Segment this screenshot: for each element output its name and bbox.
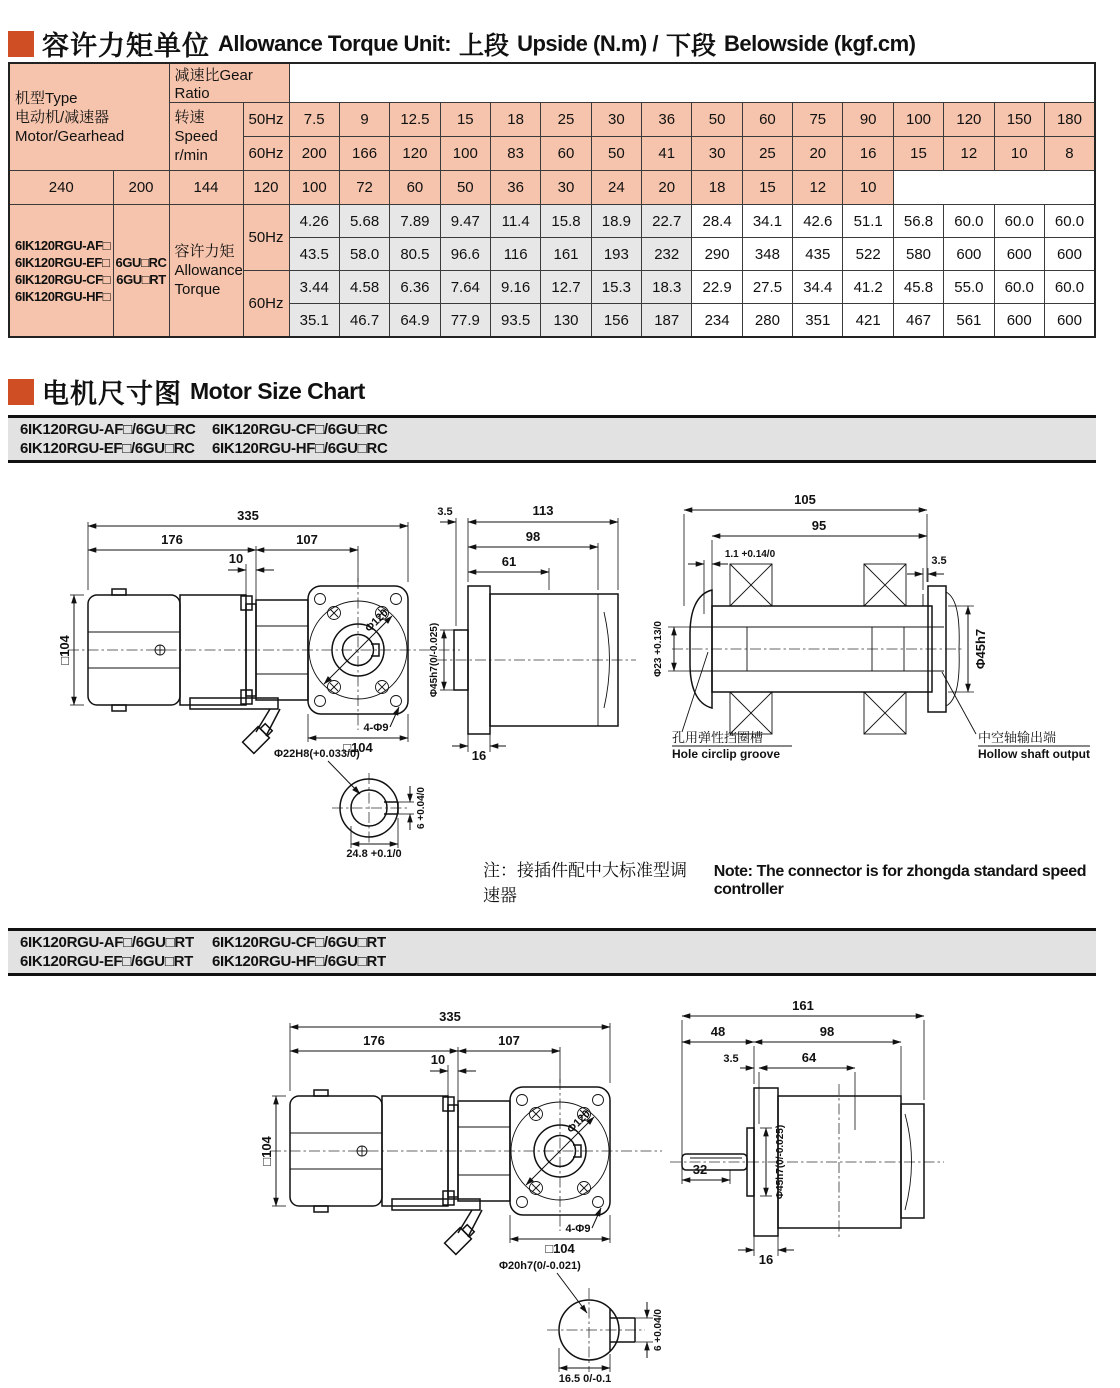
dim-bore-dia: Φ22H8(+0.033/0) xyxy=(274,748,360,760)
table-cell: 9.47 xyxy=(440,205,490,238)
torque-table-wrap xyxy=(8,62,1096,338)
dim-total-length: 335 xyxy=(439,1009,461,1024)
table-cell: 25 xyxy=(541,103,591,137)
table-cell: 83 xyxy=(490,137,540,171)
torque-label-en1: Allowance xyxy=(174,262,243,279)
torque-title-below-zh: 下段 xyxy=(665,31,716,60)
table-cell: 15 xyxy=(742,171,792,205)
table-cell: 421 xyxy=(843,304,893,338)
table-cell: 234 xyxy=(692,304,742,338)
table-cell: 187 xyxy=(642,304,692,338)
table-cell: 166 xyxy=(339,137,389,171)
speed-header-cell xyxy=(169,103,243,171)
torque-label-zh: 容许力矩 xyxy=(174,243,235,260)
size-title-zh: 电机尺寸图 xyxy=(42,379,182,409)
table-cell: 100 xyxy=(893,103,943,137)
dim-shaft-dia: Φ20h7(0/-0.021) xyxy=(499,1260,581,1272)
dim-total: 161 xyxy=(792,998,814,1013)
note-en: Note: The connector is for zhongda standard speed controller xyxy=(713,863,1087,898)
torque-title-zh: 容许力矩单位 xyxy=(42,31,210,61)
table-cell: 240 xyxy=(9,171,113,205)
hollow-output-label-zh: 中空轴输出端 xyxy=(978,730,1057,745)
table-cell: 25 xyxy=(742,137,792,171)
table-cell: 120 xyxy=(390,137,440,171)
dim-key-width: 6 +0.04/0 xyxy=(416,787,427,829)
model-1: 6IK120RGU-AF□ xyxy=(15,237,111,253)
dim-mount-holes: 4-Φ9 xyxy=(363,722,389,734)
dim-body: 98 xyxy=(525,529,541,544)
model-bar-rt xyxy=(8,928,1096,976)
table-cell: 41.2 xyxy=(843,271,893,304)
drawing-hollow-shaft-section xyxy=(642,494,1097,762)
torque-title-en: Allowance Torque Unit: xyxy=(218,30,452,56)
torque-hz50-cell: 50Hz xyxy=(243,205,289,271)
table-cell: 130 xyxy=(541,304,591,338)
model-4: 6IK120RGU-HF□ xyxy=(15,288,111,304)
table-cell: 56.8 xyxy=(893,205,943,238)
model-rc-hf: 6IK120RGU-HF□/6GU□RC xyxy=(212,440,388,457)
table-cell: 15.3 xyxy=(591,271,641,304)
dim-front: 48 xyxy=(710,1024,726,1039)
table-cell: 30 xyxy=(692,137,742,171)
dim-shaft-dia: Φ45h7(0/-0.025) xyxy=(775,1124,786,1200)
model-rc-cf: 6IK120RGU-CF□/6GU□RC xyxy=(212,421,388,438)
dim-front: 61 xyxy=(501,554,517,569)
torque-50-nm-row xyxy=(9,205,1095,238)
table-cell: 18 xyxy=(692,171,742,205)
table-cell: 600 xyxy=(1044,238,1095,271)
model-rc-ef: 6IK120RGU-EF□/6GU□RC xyxy=(20,440,195,457)
table-cell: 3.44 xyxy=(289,271,339,304)
dim-spigot: 10 xyxy=(228,551,244,566)
dim-frame-width: □104 xyxy=(545,1241,575,1256)
gearhead-rt: 6GU□RT xyxy=(116,271,166,287)
table-cell: 60 xyxy=(742,103,792,137)
table-cell: 4.58 xyxy=(339,271,389,304)
drawing-rt-gearhead xyxy=(652,1000,1002,1268)
table-cell: 150 xyxy=(994,103,1044,137)
gear-ratio-header: 减速比Gear Ratio xyxy=(169,63,289,103)
dim-inner: 95 xyxy=(811,518,827,533)
table-cell: 58.0 xyxy=(339,238,389,271)
hollow-output-label-en: Hollow shaft output xyxy=(978,747,1090,761)
type-line3: Motor/Gearhead xyxy=(15,127,125,145)
connector-note xyxy=(483,856,1120,906)
dim-bolt-circle: Φ120 xyxy=(564,1107,593,1136)
table-cell: 28.4 xyxy=(692,205,742,238)
table-cell: 193 xyxy=(591,238,641,271)
size-section-title xyxy=(8,372,365,411)
table-cell: 30 xyxy=(591,103,641,137)
type-line1: 机型Type xyxy=(15,89,78,107)
table-cell: 15 xyxy=(440,103,490,137)
table-cell: 290 xyxy=(692,238,742,271)
dim-total: 105 xyxy=(794,492,816,507)
table-cell: 75 xyxy=(793,103,843,137)
table-cell: 45.8 xyxy=(893,271,943,304)
allowance-torque-cell xyxy=(169,205,243,338)
table-cell: 80.5 xyxy=(390,238,440,271)
drawing-rt-side-view xyxy=(259,1001,662,1256)
torque-label-en2: Torque xyxy=(174,281,221,298)
dim-spigot: 10 xyxy=(430,1052,446,1067)
table-cell: 72 xyxy=(339,171,389,205)
table-cell: 116 xyxy=(490,238,540,271)
dim-body: 98 xyxy=(819,1024,835,1039)
table-cell: 5.68 xyxy=(339,205,389,238)
table-cell: 7.5 xyxy=(289,103,339,137)
speed-60-row xyxy=(9,171,1095,205)
table-cell: 20 xyxy=(642,171,692,205)
table-cell: 7.64 xyxy=(440,271,490,304)
drawing-rc-gearhead xyxy=(429,498,642,764)
table-cell: 11.4 xyxy=(490,205,540,238)
table-cell: 9 xyxy=(339,103,389,137)
speed-label-zh: 转速Speed xyxy=(174,109,218,145)
model-bar-rc xyxy=(8,415,1096,463)
table-cell: 60.0 xyxy=(1044,271,1095,304)
table-cell: 600 xyxy=(944,238,994,271)
model-rc-af: 6IK120RGU-AF□/6GU□RC xyxy=(20,421,196,438)
dim-gearhead-length: 107 xyxy=(498,1033,520,1048)
table-cell: 12.5 xyxy=(390,103,440,137)
dim-groove: 1.1 +0.14/0 xyxy=(724,549,776,560)
table-cell: 60.0 xyxy=(994,271,1044,304)
table-cell: 64.9 xyxy=(390,304,440,338)
table-cell: 60.0 xyxy=(1044,205,1095,238)
table-cell: 120 xyxy=(944,103,994,137)
table-cell: 12 xyxy=(793,171,843,205)
dim-bore-dia: Φ23 +0.13/0 xyxy=(653,621,664,677)
dim-frame-width: □104 xyxy=(343,740,373,755)
table-cell: 144 xyxy=(169,171,243,205)
dim-shaft-dia: Φ45h7(0/-0.025) xyxy=(429,622,440,698)
table-cell: 10 xyxy=(843,171,893,205)
dim-plate: 16 xyxy=(471,748,487,763)
table-cell: 600 xyxy=(1044,304,1095,338)
table-cell: 93.5 xyxy=(490,304,540,338)
table-cell: 200 xyxy=(289,137,339,171)
table-cell: 60 xyxy=(390,171,440,205)
gearhead-rc: 6GU□RC xyxy=(115,254,167,270)
table-cell: 348 xyxy=(742,238,792,271)
table-cell: 522 xyxy=(843,238,893,271)
torque-title-below-en: Belowside (kgf.cm) xyxy=(723,30,916,56)
table-cell: 100 xyxy=(440,137,490,171)
dim-frame-height: □104 xyxy=(259,1136,274,1166)
dim-gearhead-length: 107 xyxy=(296,532,318,547)
dim-frame-height: □104 xyxy=(57,635,72,665)
model-rt-af: 6IK120RGU-AF□/6GU□RT xyxy=(20,934,194,951)
accent-square-icon xyxy=(8,379,34,405)
dim-boss: 3.5 xyxy=(437,506,453,518)
circlip-label-zh: 孔用弹性挡圈槽 xyxy=(672,730,764,745)
table-cell: 9.16 xyxy=(490,271,540,304)
dim-shaft-len: 32 xyxy=(692,1162,708,1177)
table-cell: 46.7 xyxy=(339,304,389,338)
table-cell: 467 xyxy=(893,304,943,338)
table-cell: 580 xyxy=(893,238,943,271)
table-cell: 12 xyxy=(944,137,994,171)
table-cell: 36 xyxy=(642,103,692,137)
dim-total: 113 xyxy=(532,503,554,518)
table-cell: 24 xyxy=(591,171,641,205)
model-rt-cf: 6IK120RGU-CF□/6GU□RT xyxy=(212,934,386,951)
table-cell: 351 xyxy=(793,304,843,338)
table-cell: 55.0 xyxy=(944,271,994,304)
table-cell: 77.9 xyxy=(440,304,490,338)
table-cell: 161 xyxy=(541,238,591,271)
dim-key-depth: 24.8 +0.1/0 xyxy=(346,848,402,860)
model-rt-hf: 6IK120RGU-HF□/6GU□RT xyxy=(212,953,386,970)
dim-boss: 3.5 xyxy=(723,1053,739,1065)
table-cell: 435 xyxy=(793,238,843,271)
type-line2: 电动机/减速器 xyxy=(15,108,110,126)
table-cell: 120 xyxy=(243,171,289,205)
table-cell: 15 xyxy=(893,137,943,171)
gearhead-cell xyxy=(113,205,169,338)
table-cell: 51.1 xyxy=(843,205,893,238)
table-cell: 22.7 xyxy=(642,205,692,238)
torque-table xyxy=(8,62,1096,338)
dim-motor-length: 176 xyxy=(363,1033,385,1048)
table-cell: 12.7 xyxy=(541,271,591,304)
table-cell: 7.89 xyxy=(390,205,440,238)
dim-bolt-circle: Φ120 xyxy=(362,606,391,635)
dim-flat-width: 6 +0.04/0 xyxy=(653,1309,664,1351)
dim-total-length: 335 xyxy=(237,508,259,523)
hz60-header: 60Hz xyxy=(243,137,289,171)
dim-shaft-dia: Φ45h7 xyxy=(973,628,988,670)
speed-label-en: r/min xyxy=(174,147,208,164)
model-2: 6IK120RGU-EF□ xyxy=(15,254,110,270)
note-zh: 注：接插件配中大标准型调速器 xyxy=(483,861,687,905)
table-cell: 96.6 xyxy=(440,238,490,271)
table-cell: 35.1 xyxy=(289,304,339,338)
table-cell: 18 xyxy=(490,103,540,137)
table-cell: 20 xyxy=(793,137,843,171)
table-cell: 4.26 xyxy=(289,205,339,238)
dim-mid: 64 xyxy=(801,1050,817,1065)
drawing-rc-side-view xyxy=(57,500,460,755)
table-cell: 18.9 xyxy=(591,205,641,238)
table-cell: 232 xyxy=(642,238,692,271)
table-cell: 8 xyxy=(1044,137,1095,171)
dim-lip: 3.5 xyxy=(931,555,947,567)
table-cell: 22.9 xyxy=(692,271,742,304)
models-cell xyxy=(9,205,113,338)
table-cell: 60.0 xyxy=(944,205,994,238)
table-cell: 27.5 xyxy=(742,271,792,304)
table-cell: 30 xyxy=(541,171,591,205)
table-cell: 200 xyxy=(113,171,169,205)
table-cell: 42.6 xyxy=(793,205,843,238)
model-rt-ef: 6IK120RGU-EF□/6GU□RT xyxy=(20,953,193,970)
table-cell: 18.3 xyxy=(642,271,692,304)
torque-title-upside-en: Upside (N.m) / xyxy=(517,30,658,56)
table-cell: 36 xyxy=(490,171,540,205)
table-cell: 34.4 xyxy=(793,271,843,304)
torque-section-title xyxy=(8,24,915,63)
table-cell: 15.8 xyxy=(541,205,591,238)
dim-motor-length: 176 xyxy=(161,532,183,547)
table-cell: 43.5 xyxy=(289,238,339,271)
table-cell: 60 xyxy=(541,137,591,171)
table-cell: 50 xyxy=(591,137,641,171)
dim-plate: 16 xyxy=(758,1252,774,1267)
model-3: 6IK120RGU-CF□ xyxy=(15,271,111,287)
drawing-bore-detail xyxy=(272,744,457,858)
accent-square-icon xyxy=(8,31,34,57)
type-header-cell xyxy=(9,63,169,171)
circlip-label-en: Hole circlip groove xyxy=(672,747,781,761)
table-cell: 60.0 xyxy=(994,205,1044,238)
drawing-shaft-detail xyxy=(497,1256,677,1386)
table-cell: 600 xyxy=(994,238,1044,271)
table-cell: 561 xyxy=(944,304,994,338)
table-cell: 600 xyxy=(994,304,1044,338)
table-cell: 100 xyxy=(289,171,339,205)
table-cell: 156 xyxy=(591,304,641,338)
table-cell: 10 xyxy=(994,137,1044,171)
dim-flat-depth: 16.5 0/-0.1 xyxy=(558,1373,612,1385)
table-cell: 50 xyxy=(692,103,742,137)
gear-ratio-row xyxy=(9,103,1095,137)
table-cell: 41 xyxy=(642,137,692,171)
table-cell: 6.36 xyxy=(390,271,440,304)
torque-title-upside-zh: 上段 xyxy=(459,31,510,60)
table-cell: 280 xyxy=(742,304,792,338)
torque-hz60-cell: 60Hz xyxy=(243,271,289,338)
table-cell: 16 xyxy=(843,137,893,171)
table-cell: 180 xyxy=(1044,103,1095,137)
hz50-header: 50Hz xyxy=(243,103,289,137)
dim-mount-holes: 4-Φ9 xyxy=(565,1223,591,1235)
table-cell: 90 xyxy=(843,103,893,137)
table-cell: 34.1 xyxy=(742,205,792,238)
table-cell: 50 xyxy=(440,171,490,205)
size-title-en: Motor Size Chart xyxy=(190,378,365,404)
